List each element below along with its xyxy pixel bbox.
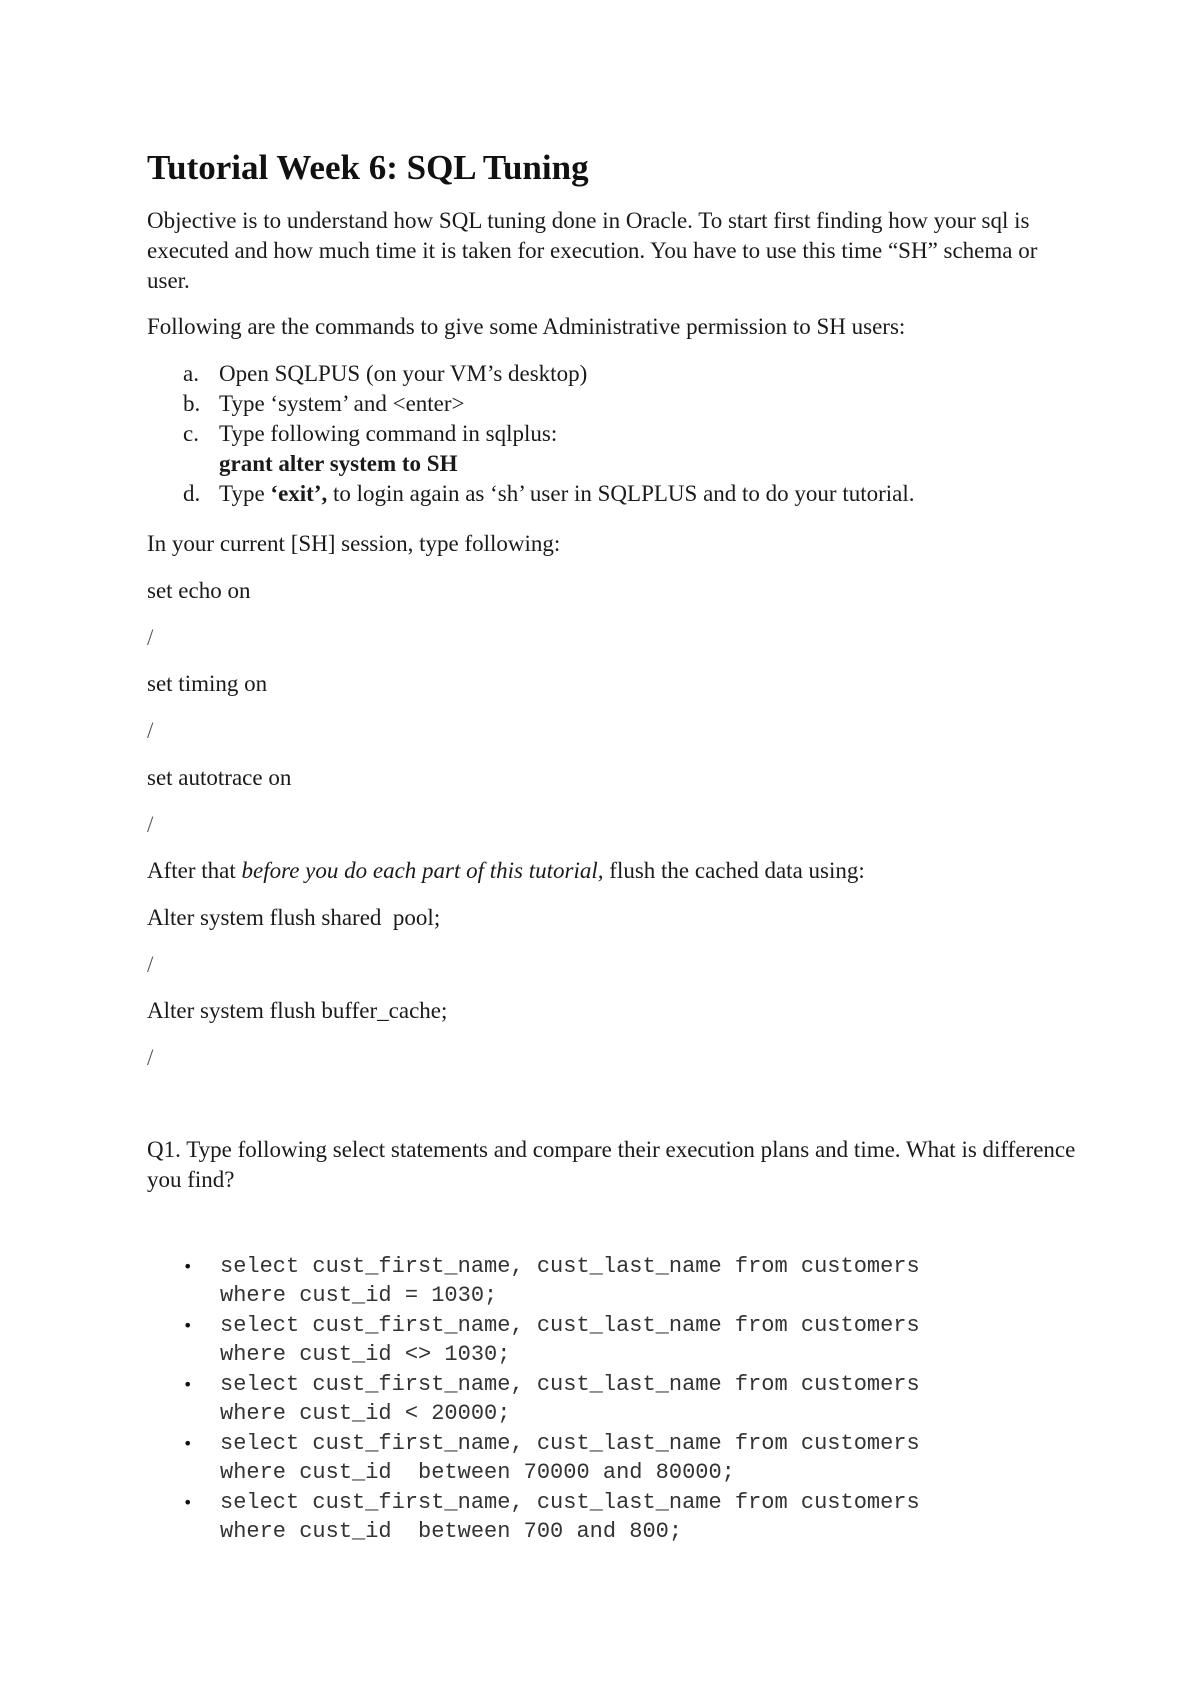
- list-item: [147, 1370, 920, 1429]
- list-item: [147, 1252, 920, 1311]
- query-line: where cust_id between 70000 and 80000;: [220, 1460, 735, 1485]
- query-line: select cust_first_name, cust_last_name from customers: [220, 1372, 920, 1397]
- exit-command: ‘exit’,: [270, 481, 328, 506]
- query-line: where cust_id < 20000;: [220, 1401, 511, 1426]
- bullet-icon: •: [183, 1257, 193, 1276]
- flush-shared-pool-command: Alter system flush shared pool;: [147, 905, 441, 930]
- bullet-icon: •: [183, 1493, 193, 1512]
- question-q1: Q1. Type following select statements and compare their execution plans and time. What is difference you find?: [147, 1137, 1076, 1192]
- query-list: [147, 1252, 920, 1547]
- flush-buffer-cache-command: Alter system flush buffer_cache;: [147, 998, 448, 1023]
- slash-line: /: [147, 1045, 154, 1070]
- query-line: where cust_id between 700 and 800;: [220, 1519, 683, 1544]
- commands-intro: Following are the commands to give some Administrative permission to SH users:: [147, 314, 906, 339]
- set-timing-command: set timing on: [147, 671, 268, 696]
- bullet-icon: •: [183, 1316, 193, 1335]
- query-line: select cust_first_name, cust_last_name from customers: [220, 1254, 920, 1279]
- grant-command: grant alter system to SH: [219, 451, 458, 476]
- query-line: select cust_first_name, cust_last_name from customers: [220, 1490, 920, 1515]
- set-echo-command: set echo on: [147, 578, 251, 603]
- step-marker: d.: [183, 481, 201, 506]
- session-intro: In your current [SH] session, type following:: [147, 531, 561, 556]
- flush-intro-pre: After that: [147, 858, 242, 883]
- list-item: [147, 1429, 920, 1488]
- bullet-icon: •: [183, 1434, 193, 1453]
- setup-step-c: [147, 419, 1077, 479]
- setup-step-a: [147, 359, 1077, 389]
- page-title: Tutorial Week 6: SQL Tuning: [147, 148, 589, 187]
- set-autotrace-command: set autotrace on: [147, 765, 292, 790]
- list-item: [147, 1488, 920, 1547]
- step-text-post: to login again as ‘sh’ user in SQLPLUS and to do your tutorial.: [327, 481, 915, 506]
- flush-intro: [147, 856, 1077, 886]
- step-text: Type following command in sqlplus:: [219, 421, 558, 446]
- slash-line: /: [147, 625, 154, 650]
- bullet-icon: •: [183, 1375, 193, 1394]
- step-marker: a.: [183, 361, 199, 386]
- query-line: where cust_id <> 1030;: [220, 1342, 511, 1367]
- slash-line: /: [147, 952, 154, 977]
- step-marker: b.: [183, 391, 201, 416]
- step-marker: c.: [183, 421, 199, 446]
- setup-steps-list: [147, 359, 1077, 509]
- slash-line: /: [147, 812, 154, 837]
- step-text-pre: Type: [219, 481, 271, 506]
- slash-line: /: [147, 718, 154, 743]
- list-item: [147, 1311, 920, 1370]
- step-text: Type ‘system’ and <enter>: [219, 391, 465, 416]
- query-line: select cust_first_name, cust_last_name from customers: [220, 1431, 920, 1456]
- query-line: where cust_id = 1030;: [220, 1283, 498, 1308]
- query-line: select cust_first_name, cust_last_name from customers: [220, 1313, 920, 1338]
- flush-intro-post: flush the cached data using:: [603, 858, 865, 883]
- setup-step-b: [147, 389, 1077, 419]
- step-text: Open SQLPUS (on your VM’s desktop): [219, 361, 588, 386]
- flush-intro-italic: before you do each part of this tutorial,: [241, 858, 604, 883]
- intro-paragraph: Objective is to understand how SQL tuning done in Oracle. To start first finding how your sql is executed and how much time it is taken for execution. You have to use this time “SH” schema or user.: [147, 208, 1038, 293]
- setup-step-d: [147, 479, 1077, 509]
